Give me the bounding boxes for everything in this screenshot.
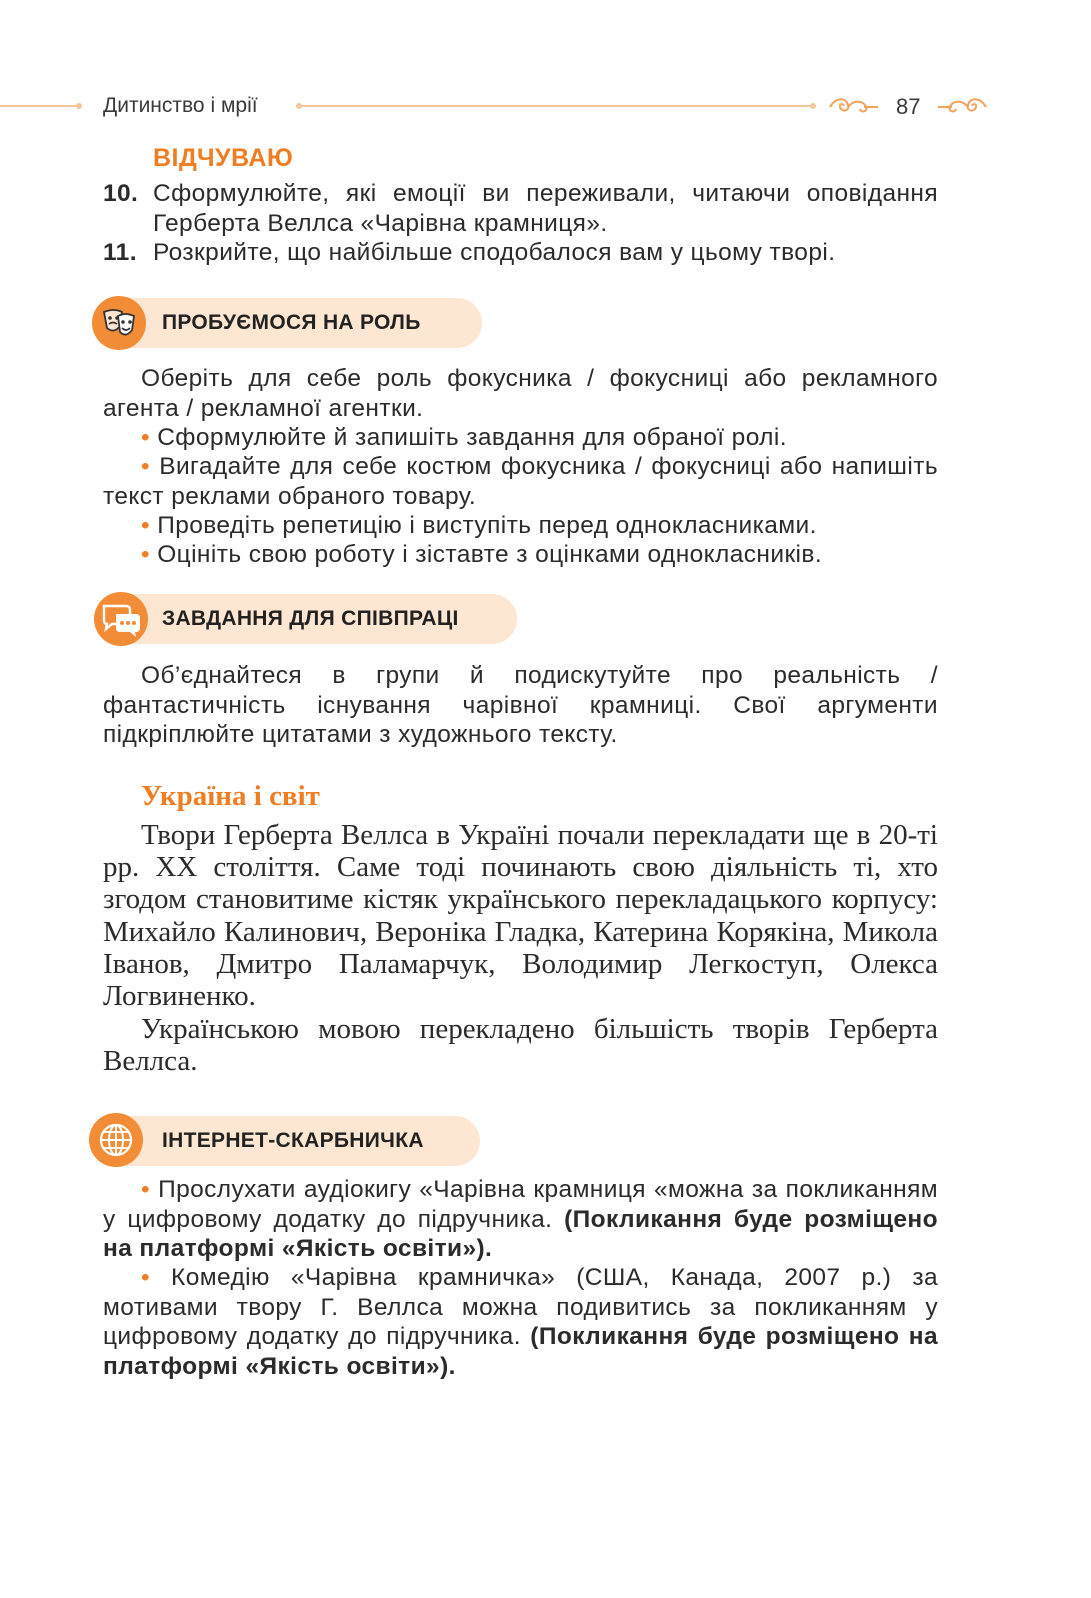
header-rule-left	[0, 105, 78, 107]
bullet-text: Проведіть репетицію і виступіть перед однокласниками.	[157, 512, 817, 539]
header-rule-middle	[300, 105, 812, 107]
page-number: 87	[896, 94, 921, 119]
bullet-text: Вигадайте для себе костюм фокусника / фокусниці або напишіть текст реклами обраного товару.	[103, 453, 938, 510]
bullet-icon: •	[141, 1176, 150, 1203]
header-rule-dot-right	[810, 103, 816, 109]
section-title-cooperation: ЗАВДАННЯ ДЛЯ СПІВПРАЦІ	[162, 607, 459, 630]
internet-item-text: Комедію «Чарівна крамничка» (США, Канада, 2007 р.) за мотивами твору Г. Веллса можна подивитись за покликанням у цифровому додатку до підручника.	[103, 1264, 938, 1350]
bullet-text: Сформулюйте й запишіть завдання для обраної ролі.	[157, 424, 787, 451]
question-10	[103, 179, 938, 238]
internet-item	[103, 1175, 938, 1264]
ornament-left-icon	[828, 95, 880, 117]
ukraine-world-paragraph: Українською мовою перекладено більшість творів Герберта Веллса.	[103, 1013, 938, 1078]
question-number: 10.	[103, 180, 139, 207]
bullet-icon: •	[141, 1264, 150, 1291]
speech-bubbles-icon	[94, 592, 148, 646]
globe-icon	[89, 1113, 143, 1167]
section-title-ukraine-world: Україна і світ	[141, 780, 320, 812]
header-rule-dot-left	[76, 103, 82, 109]
question-number: 11.	[103, 239, 137, 266]
question-11	[103, 238, 938, 268]
section-title-internet: ІНТЕРНЕТ-СКАРБНИЧКА	[162, 1129, 424, 1152]
theater-masks-icon	[92, 296, 146, 350]
roleplay-intro: Оберіть для себе роль фокусника / фокусниці або рекламного агента / рекламної агентки.	[103, 365, 938, 422]
internet-item	[103, 1263, 938, 1381]
internet-item-text: Прослухати аудіокигу «Чарівна крамниця «можна за покликанням у цифровому додатку до підручника.	[103, 1176, 938, 1233]
roleplay-bullet	[103, 540, 938, 570]
bullet-text: Оцініть свою роботу і зіставте з оцінками однокласників.	[157, 541, 823, 568]
running-header-title: Дитинство і мрії	[103, 94, 258, 117]
section-title-feel: ВІДЧУВАЮ	[153, 144, 294, 172]
roleplay-bullet	[103, 511, 938, 541]
cooperation-text: Об’єднайтеся в групи й подискутуйте про реальність / фантастичність існування чарівної крамниці. Свої аргументи підкріплюйте цитатами з художнього тексту.	[103, 662, 938, 748]
section-title-roleplay: ПРОБУЄМОСЯ НА РОЛЬ	[162, 311, 421, 334]
link-note: (Покликання буде розміщено на платформі «Якість освіти»).	[103, 1205, 938, 1262]
roleplay-bullet	[103, 423, 938, 453]
ornament-right-icon	[936, 95, 988, 117]
bullet-icon: •	[141, 541, 150, 568]
bullet-icon: •	[141, 453, 150, 480]
question-text: Сформулюйте, які емоції ви переживали, читаючи оповідання Герберта Веллса «Чарівна крамниця».	[153, 180, 938, 237]
question-text: Розкрийте, що найбільше сподобалося вам у цьому творі.	[153, 239, 836, 266]
bullet-icon: •	[141, 512, 150, 539]
bullet-icon: •	[141, 424, 150, 451]
roleplay-bullet	[103, 452, 938, 511]
link-note: (Покликання буде розміщено на платформі «Якість освіти»).	[103, 1323, 938, 1380]
ukraine-world-paragraph: Твори Герберта Веллса в Україні почали перекладати ще в 20-ті рр. XX століття. Саме тоді починають свою діяльність ті, хто згодом становитиме кістяк українського перекладацького корпусу: Михайло Калинович, Вероніка Гладка, Катерина Корякіна, Микола Іванов, Дмитро Паламарчук, Володимир Легкоступ, Олекса Логвиненко.	[103, 819, 938, 1013]
